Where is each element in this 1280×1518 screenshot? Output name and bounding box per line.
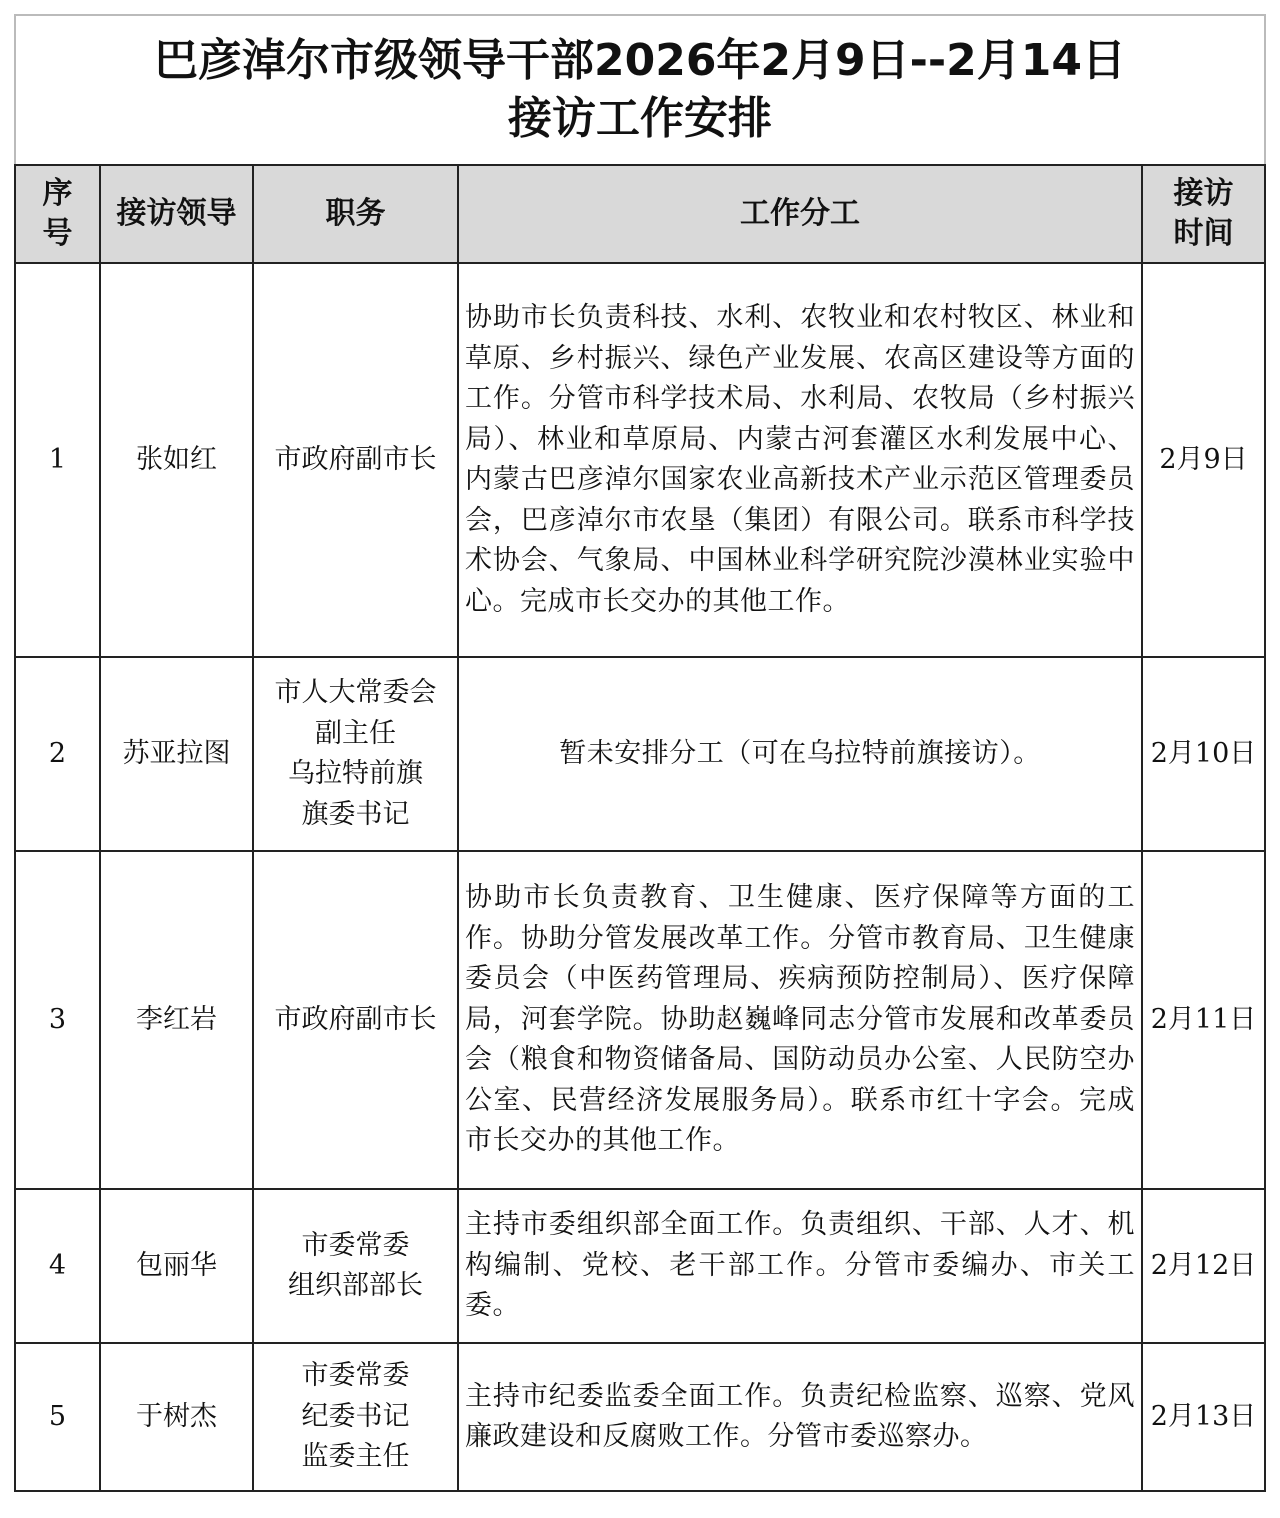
header-position: 职务	[253, 165, 458, 263]
row-seq: 1	[15, 263, 100, 657]
row-duty: 主持市纪委监委全面工作。负责纪检监察、巡察、党风廉政建设和反腐败工作。分管市委巡察办。	[458, 1343, 1142, 1491]
row-position	[253, 657, 458, 851]
position-line: 旗委书记	[301, 798, 410, 830]
row-date: 2月12日	[1142, 1189, 1265, 1343]
row-seq: 5	[15, 1343, 100, 1491]
header-leader: 接访领导	[100, 165, 253, 263]
row-leader: 包丽华	[100, 1189, 253, 1343]
page-title	[15, 15, 1265, 165]
position-line: 乌拉特前旗	[288, 758, 423, 789]
row-position	[253, 851, 458, 1189]
row-date: 2月9日	[1142, 263, 1265, 657]
table-row	[15, 1189, 1265, 1343]
row-leader: 苏亚拉图	[100, 657, 253, 851]
table-row	[15, 851, 1265, 1189]
table-row	[15, 263, 1265, 657]
title-line-1: 巴彦淖尔市级领导干部2026年2月9日--2月14日	[153, 35, 1127, 86]
row-position	[253, 263, 458, 657]
table-row	[15, 657, 1265, 851]
row-date: 2月10日	[1142, 657, 1265, 851]
row-duty: 主持市委组织部全面工作。负责组织、干部、人才、机构编制、党校、老干部工作。分管市委编办、市关工委。	[458, 1189, 1142, 1343]
row-duty: 协助市长负责科技、水利、农牧业和农村牧区、林业和草原、乡村振兴、绿色产业发展、农高区建设等方面的工作。分管市科学技术局、水利局、农牧局（乡村振兴局）、林业和草原局、内蒙古河套灌区水利发展中心、内蒙古巴彦淖尔国家农业高新技术产业示范区管理委员会，巴彦淖尔市农垦（集团）有限公司。联系市科学技术协会、气象局、中国林业科学研究院沙漠林业实验中心。完成市长交办的其他工作。	[458, 263, 1142, 657]
header-seq	[15, 165, 100, 263]
reception-schedule-table	[14, 14, 1266, 1492]
row-leader: 于树杰	[100, 1343, 253, 1491]
position-line: 副主任	[315, 717, 396, 749]
header-row	[15, 165, 1265, 263]
header-seq-line-2: 号	[42, 216, 73, 251]
row-seq: 2	[15, 657, 100, 851]
table-row	[15, 1343, 1265, 1491]
row-position	[253, 1343, 458, 1491]
row-seq: 4	[15, 1189, 100, 1343]
row-leader: 张如红	[100, 263, 253, 657]
position-line: 监委主任	[301, 1441, 410, 1473]
header-seq-line-1: 序	[42, 176, 73, 211]
row-duty: 暂未安排分工（可在乌拉特前旗接访）。	[458, 657, 1142, 851]
title-row	[15, 15, 1265, 165]
row-leader: 李红岩	[100, 851, 253, 1189]
header-time-line-1: 接访	[1173, 176, 1234, 211]
header-duty: 工作分工	[458, 165, 1142, 263]
row-date: 2月13日	[1142, 1343, 1265, 1491]
schedule-sheet	[14, 14, 1264, 1492]
header-time-line-2: 时间	[1173, 216, 1234, 251]
header-time	[1142, 165, 1265, 263]
row-seq: 3	[15, 851, 100, 1189]
position-line: 纪委书记	[301, 1400, 410, 1432]
position-line: 组织部部长	[288, 1270, 423, 1301]
row-date: 2月11日	[1142, 851, 1265, 1189]
position-line: 市政府副市长	[274, 1003, 437, 1035]
position-line: 市委常委	[301, 1229, 410, 1261]
row-duty: 协助市长负责教育、卫生健康、医疗保障等方面的工作。协助分管发展改革工作。分管市教育局、卫生健康委员会（中医药管理局、疾病预防控制局）、医疗保障局，河套学院。协助赵巍峰同志分管市发展和改革委员会（粮食和物资储备局、国防动员办公室、人民防空办公室、民营经济发展服务局）。联系市红十字会。完成市长交办的其他工作。	[458, 851, 1142, 1189]
position-line: 市委常委	[301, 1360, 410, 1392]
row-position	[253, 1189, 458, 1343]
position-line: 市人大常委会	[274, 677, 437, 708]
position-line: 市政府副市长	[274, 443, 437, 475]
title-line-2: 接访工作安排	[508, 93, 772, 144]
